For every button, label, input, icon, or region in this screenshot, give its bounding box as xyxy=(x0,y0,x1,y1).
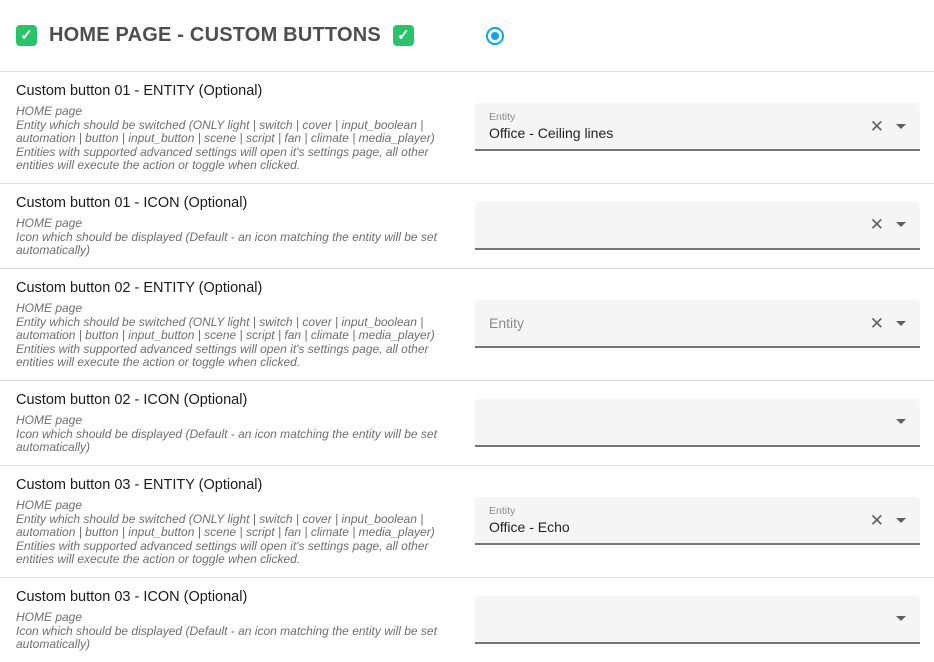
select-value: Office - Echo xyxy=(489,519,570,536)
field-description: HOME page Icon which should be displayed (Default - an icon matching the entity will be set automatically) xyxy=(16,609,437,652)
chevron-down-icon[interactable] xyxy=(896,321,906,326)
field-title: Custom button 01 - ENTITY (Optional) xyxy=(16,83,263,99)
section-header xyxy=(0,0,934,71)
check-icon: ✓ xyxy=(16,25,37,46)
select-value: Office - Ceiling lines xyxy=(489,125,614,142)
chevron-down-icon[interactable] xyxy=(896,518,906,523)
chevron-down-icon[interactable] xyxy=(896,419,906,424)
form-row-button02-icon xyxy=(0,380,934,465)
field-title: Custom button 01 - ICON (Optional) xyxy=(16,194,248,211)
chevron-down-icon[interactable] xyxy=(896,616,906,621)
check-icon: ✓ xyxy=(393,25,414,46)
field-title: Custom button 02 - ICON (Optional) xyxy=(16,391,248,408)
entity-select-button03[interactable] xyxy=(475,497,920,545)
clear-icon[interactable]: ✕ xyxy=(869,510,884,530)
clear-icon[interactable]: ✕ xyxy=(869,313,884,333)
field-description: HOME page Entity which should be switched (ONLY light | switch | cover | input_boolean | automation | button | input_button | scene | script | fan | climate | media_player) Entities with supported advanced settings will open it's settings page, all other entities will execute the action or toggle when clicked. xyxy=(16,104,435,173)
form-row-button02-entity xyxy=(0,268,934,380)
field-description: HOME page Entity which should be switched (ONLY light | switch | cover | input_boolean | automation | button | input_button | scene | script | fan | climate | media_player) Entities with supported advanced settings will open it's settings page, all other entities will execute the action or toggle when clicked. xyxy=(16,300,435,370)
field-title: Custom button 02 - ENTITY (Optional) xyxy=(16,279,263,296)
form-row-button03-icon xyxy=(0,577,934,662)
field-title: Custom button 03 - ENTITY (Optional) xyxy=(16,476,263,493)
form-row-button03-entity xyxy=(0,465,934,577)
chevron-down-icon[interactable] xyxy=(896,222,906,227)
clear-icon[interactable]: ✕ xyxy=(869,215,884,235)
icon-select-button01[interactable] xyxy=(475,202,920,250)
chevron-down-icon[interactable] xyxy=(896,124,906,129)
form-row-button01-entity xyxy=(0,71,934,183)
select-placeholder: Entity xyxy=(489,315,525,332)
page-title: HOME PAGE - CUSTOM BUTTONS xyxy=(49,24,381,46)
radio-button-selected[interactable] xyxy=(486,27,504,45)
field-description: HOME page Entity which should be switched (ONLY light | switch | cover | input_boolean | automation | button | input_button | scene | script | fan | climate | media_player) Entities with supported advanced settings will open it's settings page, all other entities will execute the action or toggle when clicked. xyxy=(16,497,435,567)
select-label: Entity xyxy=(489,111,516,124)
entity-select-button02[interactable] xyxy=(475,300,920,348)
form-row-button01-icon xyxy=(0,183,934,268)
icon-select-button02[interactable] xyxy=(475,399,920,447)
select-label: Entity xyxy=(489,505,516,518)
clear-icon[interactable]: ✕ xyxy=(869,116,884,136)
field-description: HOME page Icon which should be displayed (Default - an icon matching the entity will be set automatically) xyxy=(16,412,437,455)
field-description: HOME page Icon which should be displayed (Default - an icon matching the entity will be set automatically) xyxy=(16,215,437,258)
entity-select-button01[interactable] xyxy=(475,103,920,151)
icon-select-button03[interactable] xyxy=(475,596,920,644)
field-title: Custom button 03 - ICON (Optional) xyxy=(16,588,248,605)
